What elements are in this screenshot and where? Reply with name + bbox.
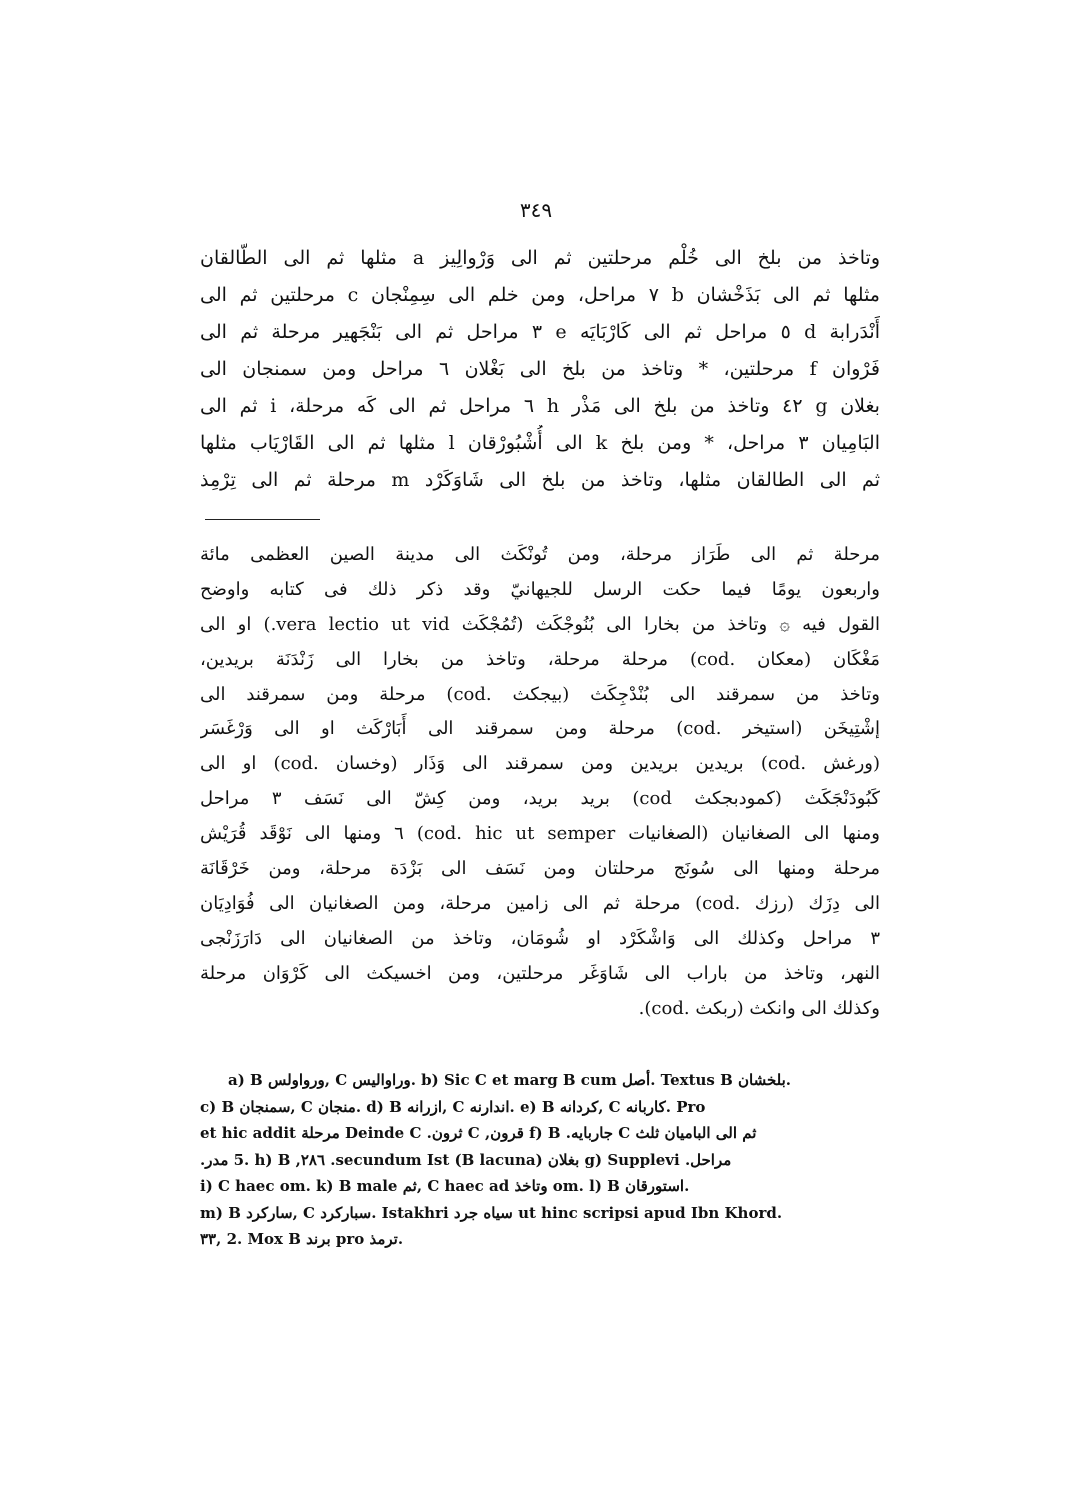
main-line: ثم الى الطالقان مثلها، وتاخذ من بلخ الى شَاوَكَرْد m مرحلة ثم الى تِرْمِذ: [200, 469, 880, 491]
apparatus-line: ٣٣, 2. Mox B برند pro ترمذ.: [200, 1230, 404, 1248]
apparatus-line: m) B سارکرد, C سبارکرد. Istakhri سیاه جرد ut hinc scripsi apud Ibn Khord.: [200, 1203, 783, 1222]
main-line: أَنْدَرابة d ٥ مراحل ثم الى كَارْبَايَه e ٣ مراحل ثم الى بَنْجَهير مرحلة ثم الى: [200, 321, 880, 343]
note-line: مَغْكَان (معكان .cod) مرحلة مرحلة، وتاخذ من بخارا الى زَنْدَنَة بريدين،: [200, 648, 880, 670]
note-line: ومنها الى الصغانيان (الصغانيات cod. hic ut semper) ٦ ومنها الى نَوْقَد قُرَيْش: [200, 823, 880, 845]
apparatus-line: a) B ورواولس, C وراواليس. b) Sic C et marg B cum أصل. Textus B بلخشان.: [228, 1071, 792, 1089]
main-line: فَرْوان f مرحلتين، * وتاخذ من بلخ الى بَغْلان ٦ مراحل ومن سمنجان الى: [200, 358, 880, 380]
critical-apparatus: [200, 1067, 890, 1253]
footnote-divider: [205, 519, 320, 520]
note-line: القول فيه ۞ وتاخذ من بخارا الى بُنُوجْكَث (تُمُجْكَث vera lectio ut vid.) او الى: [200, 613, 880, 635]
note-line: الى دِزَك (رزك .cod) مرحلة ثم الى زامين مرحلة، ومن الصغانيان الى فُوَادِيَان: [200, 892, 880, 914]
note-line: وتاخذ من سمرقند الى بُنْدْجِكَث (بيجكث .cod) مرحلة ومن سمرقند الى: [200, 683, 880, 705]
note-line: إشْتِيخَن (استيخر .cod) مرحلة ومن سمرقند الى أَبَارْكَث او الى وَرْغَسَر: [200, 718, 880, 740]
apparatus-line: c) B سمنجان, C منجان. d) B ازرانه, C اندارنه. e) B كردانه, C كاربانه. Pro: [200, 1097, 706, 1116]
main-line: بغلان g ٤٢ وتاخذ من بلخ الى مَذْر h ٦ مراحل ثم الى كَه مرحلة، i ثم الى: [200, 395, 880, 417]
note-line: كَبُودَنْجَكَث (كمودبجكث cod) بريد بريد، ومن كِشّ الى نَسَف ٣ مراحل: [200, 788, 880, 810]
note-line: (ورغش .cod) بريدين بريدين ومن سمرقند الى وَذَار (وخسان .cod) او الى: [200, 753, 880, 775]
apparatus-line: مراحل. g) Supplevi بغلان (B lacuna) secundum Ist. ٢٨٦, 5. h) B مدر.: [200, 1150, 732, 1169]
continuation-text-block: [200, 538, 880, 1026]
note-line: وكذلك الى وانكث (ربكث .cod).: [638, 997, 880, 1019]
apparatus-line: ثم الى البامیان ثلث C جاربايه. f) B قرون, C ثرون. Deinde C مرحلة et hic addit: [200, 1124, 757, 1142]
main-line: وتاخذ من بلخ الى خُلْم مرحلتين ثم الى وَرْوالِيز a مثلها ثم الى الطّالقان: [200, 247, 880, 269]
note-line: ٣ مراحل وكذلك الى وَاشْكَرْد او شُومَان، وتاخذ من الصغانيان الى دَارَزَنْجى: [200, 927, 880, 949]
main-line: مثلها ثم الى بَذَخْشان b ٧ مراحل، ومن خلم الى سِمِنْجان c مرحلتين ثم الى: [200, 284, 880, 306]
page-number: ٣٤٩: [519, 198, 553, 222]
main-text-block: [200, 240, 880, 499]
note-line: النهر، وتاخذ من باراب الى شَاوَغَر مرحلتين، ومن اخسيكث الى كَرْوَان مرحلة: [200, 962, 880, 984]
main-line: البَامِيان ٣ مراحل، * ومن بلخ k الى أُشْبُورْقان l مثلها ثم الى القَارْيَاب مثلها: [200, 432, 880, 454]
note-line: مرحلة ومنها الى سُونَج مرحلتان ومن نَسَف الى بَزْدَة مرحلة، ومن خَرْقَانَة: [200, 858, 880, 880]
apparatus-line: i) C haec om. k) B male ثم, C haec ad وتاخذ om. l) B استورقان.: [200, 1177, 690, 1195]
note-line: مرحلة ثم الى طَرَاز مرحلة، ومن تُونْكَث الى مدينة الصين العظمى مائة: [200, 544, 880, 565]
note-line: واربعون يومًا فيما حكت الرسل للجيهانيّ وقد ذكر ذلك فى كتابه واوضح: [200, 578, 880, 600]
